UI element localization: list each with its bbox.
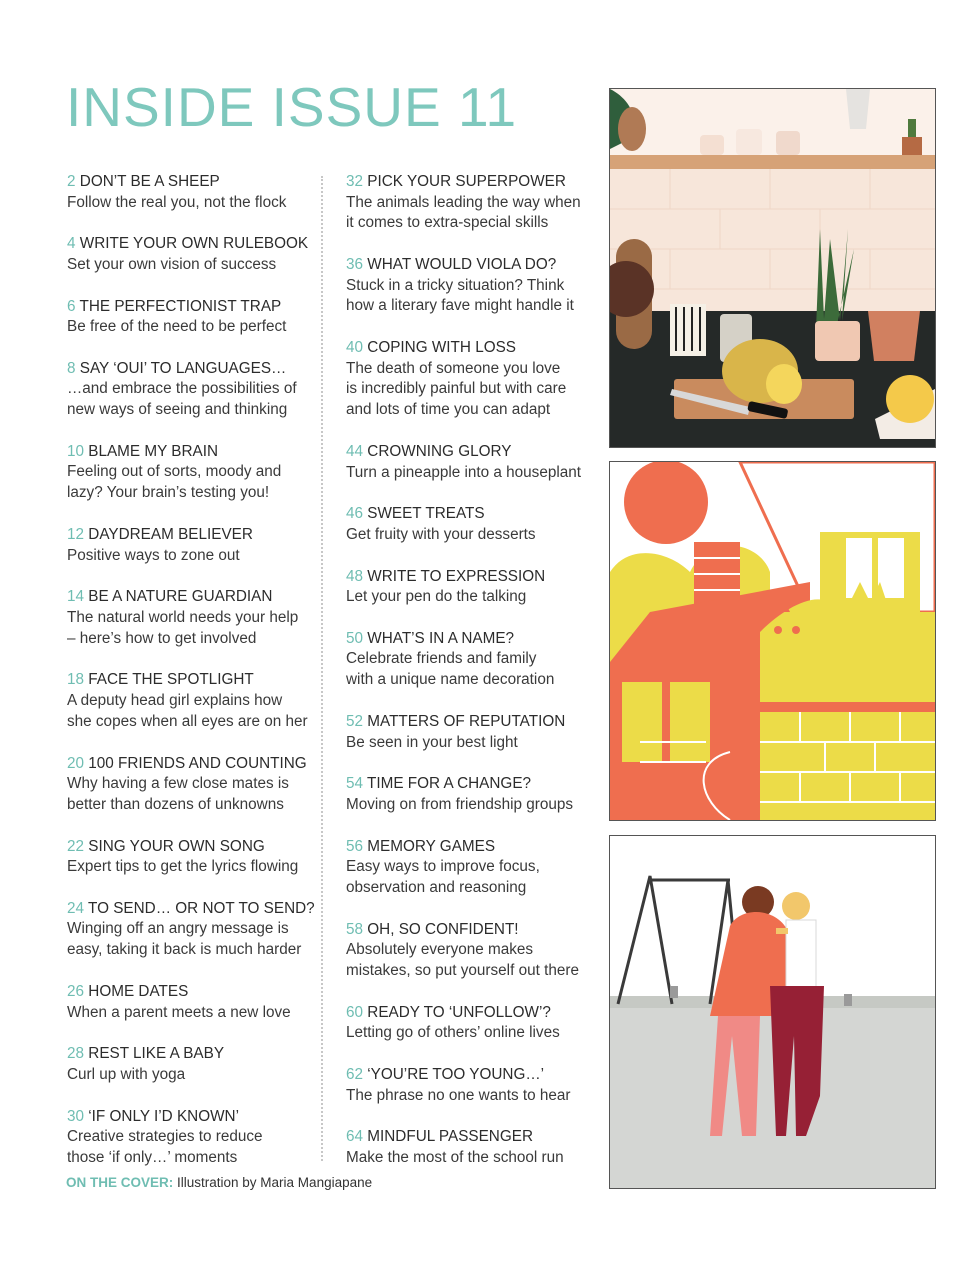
contents-right-column	[346, 172, 596, 1190]
entry-description: Celebrate friends and family with a unique name decoration	[346, 650, 555, 689]
page-number: 26	[67, 983, 85, 1001]
entry-description: Get fruity with your desserts	[346, 525, 536, 543]
entry-description: Let your pen do the talking	[346, 588, 527, 606]
entry-title: ‘IF ONLY I’D KNOWN’	[88, 1107, 239, 1125]
entry-description: Be seen in your best light	[346, 733, 518, 751]
contents-entry[interactable]	[346, 774, 596, 815]
contents-entry[interactable]	[67, 297, 319, 338]
entry-title: COPING WITH LOSS	[367, 339, 516, 357]
entry-description: Creative strategies to reduce those ‘if only…’ moments	[67, 1128, 263, 1166]
entry-description: Be free of the need to be perfect	[67, 318, 287, 336]
page-number: 24	[67, 899, 85, 917]
entry-description: Expert tips to get the lyrics flowing	[67, 858, 299, 876]
contents-entry[interactable]	[346, 712, 596, 753]
entry-title: MINDFUL PASSENGER	[367, 1128, 534, 1146]
entry-description: Positive ways to zone out	[67, 546, 240, 564]
page-number: 40	[346, 339, 364, 357]
page-number: 44	[346, 443, 364, 461]
page-number: 52	[346, 713, 364, 731]
entry-description: Turn a pineapple into a houseplant	[346, 463, 582, 481]
contents-entry[interactable]	[67, 837, 319, 878]
page-number: 50	[346, 629, 364, 647]
entry-description: Set your own vision of success	[67, 255, 277, 273]
page-number: 48	[346, 567, 364, 585]
entry-description: The animals leading the way when it comes to extra-special skills	[346, 193, 581, 232]
cover-credit-text: Illustration by Maria Mangiapane	[173, 1175, 373, 1190]
page-number: 56	[346, 837, 364, 855]
entry-title: MATTERS OF REPUTATION	[367, 713, 566, 731]
entry-title: DAYDREAM BELIEVER	[88, 526, 253, 544]
contents-entry[interactable]	[346, 920, 596, 982]
entry-title: SING YOUR OWN SONG	[88, 837, 265, 855]
contents-entry[interactable]	[67, 754, 319, 816]
entry-title: MEMORY GAMES	[367, 837, 496, 855]
entry-title: TIME FOR A CHANGE?	[367, 775, 532, 793]
entry-description: …and embrace the possibilities of new ways of seeing and thinking	[67, 380, 297, 419]
page-number: 8	[67, 359, 76, 377]
contents-entry[interactable]	[67, 525, 319, 566]
entry-description: Curl up with yoga	[67, 1065, 186, 1083]
two-girls-illustration	[609, 835, 936, 1189]
entry-title: SAY ‘OUI’ TO LANGUAGES…	[79, 359, 287, 377]
entry-title: WHAT’S IN A NAME?	[367, 629, 515, 647]
page-number: 32	[346, 173, 364, 190]
page-title: INSIDE ISSUE 11	[66, 76, 518, 138]
cover-credit-label: ON THE COVER:	[66, 1175, 174, 1190]
entry-title: HOME DATES	[88, 983, 189, 1001]
entry-title: REST LIKE A BABY	[88, 1045, 225, 1063]
contents-entry[interactable]	[67, 442, 319, 504]
entry-description: Make the most of the school run	[346, 1148, 564, 1166]
page-number: 54	[346, 775, 364, 793]
entry-description: Why having a few close mates is better than dozens of unknowns	[67, 775, 289, 813]
contents-entry[interactable]	[67, 899, 319, 961]
entry-title: TO SEND… OR NOT TO SEND?	[88, 899, 315, 917]
page-number: 62	[346, 1066, 364, 1084]
contents-entry[interactable]	[67, 359, 319, 421]
contents-entry[interactable]	[346, 1003, 596, 1044]
contents-entry[interactable]	[67, 1044, 319, 1085]
contents-entry[interactable]	[67, 172, 319, 213]
page-number: 46	[346, 505, 364, 523]
page-number: 60	[346, 1003, 364, 1021]
entry-description: Easy ways to improve focus, observation and reasoning	[346, 858, 540, 896]
entry-description: Feeling out of sorts, moody and lazy? Your brain’s testing you!	[67, 463, 282, 502]
page-number: 20	[67, 754, 85, 772]
contents-entry[interactable]	[346, 837, 596, 899]
contents-entry[interactable]	[346, 442, 596, 483]
page-number: 6	[67, 297, 76, 315]
kitchen-illustration	[609, 88, 936, 448]
contents-entry[interactable]	[346, 629, 596, 691]
page-number: 36	[346, 256, 364, 274]
page-number: 22	[67, 837, 85, 855]
entry-title: FACE THE SPOTLIGHT	[88, 671, 254, 689]
page-number: 64	[346, 1128, 364, 1146]
cover-credit	[66, 1175, 372, 1190]
page-number: 58	[346, 920, 364, 938]
contents-entry[interactable]	[67, 1107, 319, 1169]
entry-title: WRITE YOUR OWN RULEBOOK	[79, 235, 309, 253]
contents-left-column	[67, 172, 319, 1190]
entry-title: THE PERFECTIONIST TRAP	[79, 297, 282, 315]
page-number: 28	[67, 1045, 85, 1063]
entry-title: WHAT WOULD VIOLA DO?	[367, 256, 557, 274]
entry-title: OH, SO CONFIDENT!	[367, 920, 519, 938]
entry-title: BLAME MY BRAIN	[88, 442, 219, 460]
contents-entry[interactable]	[346, 255, 596, 317]
entry-description: Moving on from friendship groups	[346, 795, 574, 813]
entry-description: Absolutely everyone makes mistakes, so put yourself out there	[346, 941, 579, 980]
entry-title: BE A NATURE GUARDIAN	[88, 588, 273, 606]
entry-title: 100 FRIENDS AND COUNTING	[88, 754, 307, 772]
contents-entry[interactable]	[346, 172, 596, 234]
contents-entry[interactable]	[67, 234, 319, 275]
entry-description: Stuck in a tricky situation? Think how a literary fave might handle it	[346, 276, 574, 315]
entry-description: The death of someone you love is incredibly painful but with care and lots of time you can adapt	[346, 359, 567, 419]
houses-cat-illustration	[609, 461, 936, 821]
contents-entry[interactable]	[346, 1065, 596, 1106]
entry-description: A deputy head girl explains how she copes when all eyes are on her	[67, 691, 308, 730]
entry-title: CROWNING GLORY	[367, 443, 512, 461]
page-number: 14	[67, 588, 85, 606]
contents-entry[interactable]	[346, 567, 596, 608]
page-number: 30	[67, 1107, 85, 1125]
entry-description: When a parent meets a new love	[67, 1003, 291, 1021]
entry-title: PICK YOUR SUPERPOWER	[367, 173, 566, 190]
contents-entry[interactable]	[67, 982, 319, 1023]
page-number: 18	[67, 671, 85, 689]
entry-title: READY TO ‘UNFOLLOW’?	[367, 1003, 551, 1021]
column-divider	[321, 176, 323, 1161]
entry-title: WRITE TO EXPRESSION	[367, 567, 546, 585]
contents-entry[interactable]	[346, 1127, 596, 1168]
page-number: 4	[67, 235, 76, 253]
entry-description: The natural world needs your help – here’s how to get involved	[67, 608, 299, 647]
page-number: 10	[67, 442, 85, 460]
contents-entry[interactable]	[67, 670, 319, 732]
entry-description: Letting go of others’ online lives	[346, 1024, 560, 1042]
page-number: 2	[67, 173, 76, 190]
entry-description: The phrase no one wants to hear	[346, 1086, 571, 1104]
contents-entry[interactable]	[346, 338, 596, 421]
entry-description: Follow the real you, not the flock	[67, 193, 287, 211]
entry-description: Winging off an angry message is easy, taking it back is much harder	[67, 920, 302, 959]
contents-entry[interactable]	[346, 504, 596, 545]
entry-title: SWEET TREATS	[367, 505, 485, 523]
page-number: 12	[67, 526, 85, 544]
entry-title: DON’T BE A SHEEP	[79, 173, 220, 190]
contents-entry[interactable]	[67, 587, 319, 649]
entry-title: ‘YOU’RE TOO YOUNG…’	[367, 1066, 545, 1084]
